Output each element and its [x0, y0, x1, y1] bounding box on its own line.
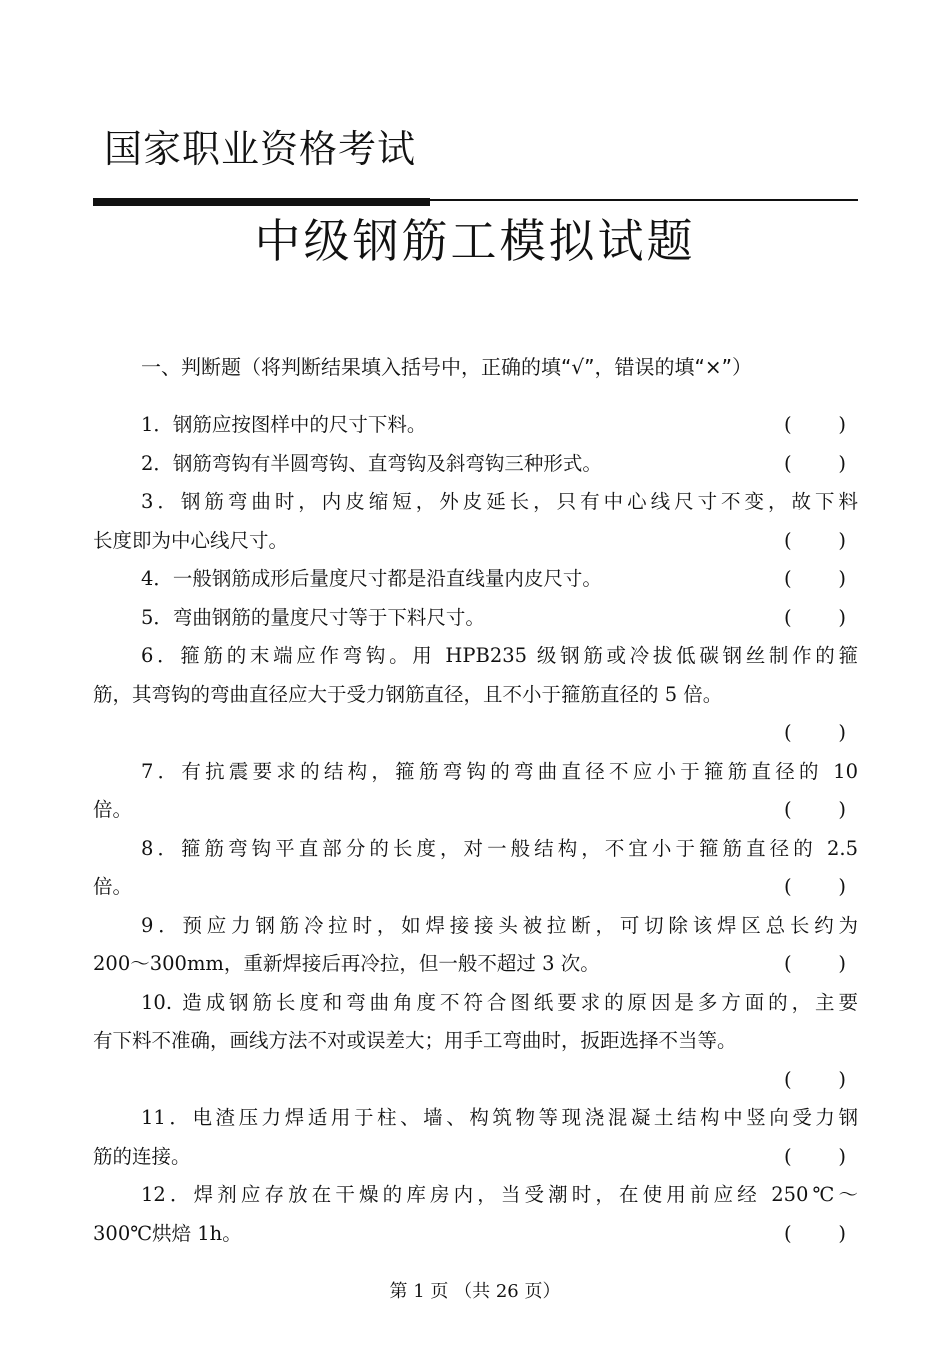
question-item: [93, 984, 858, 1100]
answer-paren-close: ): [838, 721, 846, 744]
question-list: [93, 406, 858, 1253]
answer-paren-close: ): [838, 605, 846, 629]
question-item: [93, 445, 858, 484]
question-text-line: [93, 791, 858, 830]
answer-paren-close: ): [838, 528, 846, 552]
answer-paren-open: (: [784, 798, 792, 821]
answer-paren-open: (: [784, 1067, 792, 1091]
page-title: 中级钢筋工模拟试题: [254, 214, 696, 268]
answer-blank[interactable]: [784, 791, 846, 830]
answer-blank[interactable]: [784, 1061, 846, 1100]
question-text-line: [93, 560, 858, 599]
question-text: 11．电渣压力焊适用于柱、墙、构筑物等现浇混凝土结构中竖向受力钢: [141, 1106, 858, 1129]
question-item: [93, 560, 858, 599]
question-text: 1．钢筋应按图样中的尺寸下料。: [141, 413, 427, 436]
answer-paren-close: ): [838, 798, 846, 821]
question-text: 长度即为中心线尺寸。: [93, 528, 289, 552]
answer-paren-open: (: [784, 721, 792, 744]
question-text: 9．预应力钢筋冷拉时，如焊接接头被拉断，可切除该焊区总长约为: [141, 913, 858, 937]
question-text: 10. 造成钢筋长度和弯曲角度不符合图纸要求的原因是多方面的，主要: [141, 990, 858, 1014]
question-text-line: [93, 907, 858, 946]
question-text-line: [93, 676, 858, 715]
answer-paren-close: ): [838, 1221, 846, 1245]
question-text: 12．焊剂应存放在干燥的库房内，当受潮时，在使用前应经 250℃～: [141, 1183, 858, 1206]
question-text-line: [93, 1215, 858, 1254]
question-item: [93, 1176, 858, 1253]
question-text-line: [93, 599, 858, 638]
answer-paren-open: (: [784, 1144, 792, 1168]
question-text: 5．弯曲钢筋的量度尺寸等于下料尺寸。: [141, 605, 485, 629]
answer-line: [93, 714, 858, 753]
answer-blank[interactable]: [784, 945, 846, 984]
answer-blank[interactable]: [784, 1138, 846, 1177]
answer-paren-close: ): [838, 952, 846, 975]
answer-paren-close: ): [838, 567, 846, 590]
question-text-line: [93, 1138, 858, 1177]
answer-blank[interactable]: [784, 560, 846, 599]
answer-paren-open: (: [784, 605, 792, 629]
answer-blank[interactable]: [784, 714, 846, 753]
question-item: [93, 483, 858, 560]
answer-blank[interactable]: [784, 522, 846, 561]
answer-blank[interactable]: [784, 406, 846, 445]
question-item: [93, 637, 858, 753]
answer-paren-close: ): [838, 875, 846, 898]
answer-blank[interactable]: [784, 599, 846, 638]
question-text-line: [93, 1176, 858, 1215]
question-text-line: [93, 984, 858, 1023]
header-rule-thick: [93, 198, 430, 206]
question-text: 筋的连接。: [93, 1144, 191, 1168]
question-text: 200～300mm，重新焊接后再冷拉，但一般不超过 3 次。: [93, 952, 600, 975]
answer-line: [93, 1061, 858, 1100]
question-text-line: [93, 483, 858, 522]
answer-blank[interactable]: [784, 1215, 846, 1254]
question-text: 300℃烘焙 1h。: [93, 1221, 242, 1245]
question-text-line: [93, 1099, 858, 1138]
question-item: [93, 406, 858, 445]
question-item: [93, 599, 858, 638]
answer-paren-open: (: [784, 451, 792, 475]
question-text-line: [93, 637, 858, 676]
question-text: 筋，其弯钩的弯曲直径应大于受力钢筋直径，且不小于箍筋直径的 5 倍。: [93, 682, 723, 706]
page-footer: 第 1 页 （共 26 页）: [389, 1281, 561, 1302]
answer-paren-close: ): [838, 451, 846, 475]
exam-header-title: 国家职业资格考试: [104, 127, 417, 171]
answer-paren-close: ): [838, 1067, 846, 1091]
answer-paren-open: (: [784, 413, 792, 436]
question-text: 有下料不准确，画线方法不对或误差大；用手工弯曲时，扳距选择不当等。: [93, 1029, 737, 1052]
answer-blank[interactable]: [784, 445, 846, 484]
question-text: 3．钢筋弯曲时，内皮缩短，外皮延长，只有中心线尺寸不变，故下料: [141, 490, 858, 513]
question-text-line: [93, 406, 858, 445]
question-text-line: [93, 753, 858, 792]
question-text: 倍。: [93, 798, 133, 821]
answer-paren-open: (: [784, 952, 792, 975]
question-item: [93, 753, 858, 830]
question-item: [93, 1099, 858, 1176]
answer-paren-open: (: [784, 567, 792, 590]
answer-paren-close: ): [838, 413, 846, 436]
question-text: 8．箍筋弯钩平直部分的长度，对一般结构，不宜小于箍筋直径的 2.5: [141, 836, 858, 860]
question-text-line: [93, 1022, 858, 1061]
answer-paren-open: (: [784, 875, 792, 898]
question-text-line: [93, 868, 858, 907]
header-rule-thin: [430, 199, 858, 201]
question-text: 6．箍筋的末端应作弯钩。用 HPB235 级钢筋或冷拔低碳钢丝制作的箍: [141, 644, 858, 667]
section-heading: 一、判断题（将判断结果填入括号中，正确的填“√”，错误的填“×”）: [141, 355, 752, 379]
question-text-line: [93, 522, 858, 561]
question-text-line: [93, 445, 858, 484]
question-text-line: [93, 945, 858, 984]
question-item: [93, 907, 858, 984]
answer-paren-open: (: [784, 1221, 792, 1245]
question-item: [93, 830, 858, 907]
question-text: 倍。: [93, 875, 133, 898]
question-text: 2．钢筋弯钩有半圆弯钩、直弯钩及斜弯钩三种形式。: [141, 451, 602, 475]
question-text-line: [93, 830, 858, 869]
answer-paren-close: ): [838, 1144, 846, 1168]
question-text: 4．一般钢筋成形后量度尺寸都是沿直线量内皮尺寸。: [141, 567, 602, 590]
answer-blank[interactable]: [784, 868, 846, 907]
answer-paren-open: (: [784, 528, 792, 552]
question-text: 7．有抗震要求的结构，箍筋弯钩的弯曲直径不应小于箍筋直径的 10: [141, 759, 858, 783]
